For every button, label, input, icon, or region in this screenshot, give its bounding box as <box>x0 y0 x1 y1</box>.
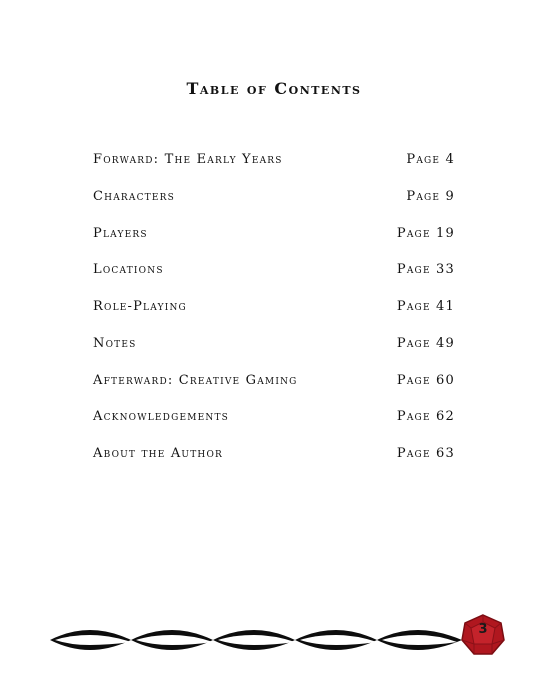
toc-entry-page: Page 33 <box>396 262 455 278</box>
table-of-contents <box>93 152 455 483</box>
toc-entry-title: Locations <box>93 262 164 278</box>
toc-entry-page: Page 60 <box>396 372 455 388</box>
toc-entry[interactable] <box>93 336 455 373</box>
toc-entry-title: Role-Playing <box>93 299 187 314</box>
toc-entry-page: Page 49 <box>396 335 455 351</box>
toc-entry-title: Forward: The Early Years <box>93 152 283 167</box>
toc-entry-title: Characters <box>93 188 175 204</box>
toc-entry-page: Page 41 <box>396 299 455 314</box>
toc-entry[interactable] <box>93 446 455 483</box>
toc-entry-page: Page 4 <box>406 152 455 167</box>
toc-entry-page: Page 9 <box>406 188 455 204</box>
toc-entry-page: Page 62 <box>396 409 455 425</box>
toc-entry-title: Players <box>93 225 148 241</box>
toc-entry-title: Acknowledgements <box>93 409 230 425</box>
toc-entry-page: Page 19 <box>396 225 455 241</box>
toc-entry-title: Notes <box>93 335 137 351</box>
toc-entry[interactable] <box>93 152 455 189</box>
toc-entry[interactable] <box>93 226 455 263</box>
toc-entry[interactable] <box>93 262 455 299</box>
toc-entry[interactable] <box>93 189 455 226</box>
page-number: 3 <box>478 622 488 637</box>
toc-entry[interactable] <box>93 409 455 446</box>
toc-entry-title: Afterward: Creative Gaming <box>93 372 298 388</box>
page-title: Table of Contents <box>186 79 362 98</box>
toc-entry-page: Page 63 <box>396 446 455 461</box>
toc-entry-title: About the Author <box>93 446 224 461</box>
toc-entry[interactable] <box>93 299 455 336</box>
toc-entry[interactable] <box>93 373 455 410</box>
